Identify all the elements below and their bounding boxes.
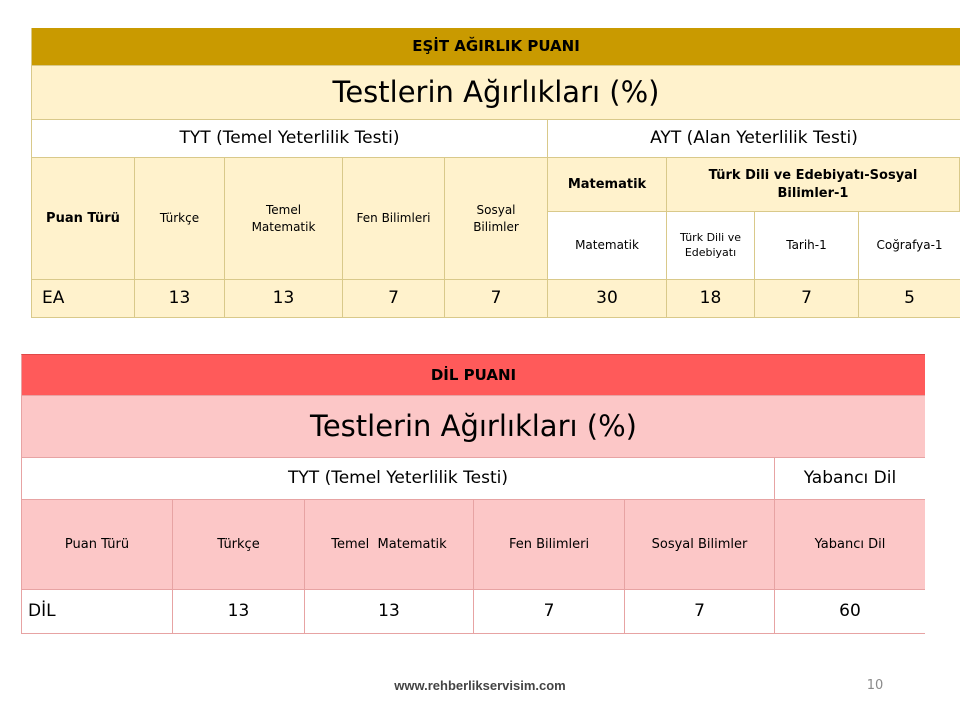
ea-tests-row [31,120,960,158]
ea-header-ayt-matematik: Matematik [548,212,667,280]
dil-row-type: DİL [22,590,173,634]
ea-data-row [31,280,960,318]
ea-header-ayt-tarih: Tarih-1 [755,212,859,280]
dil-row-fen: 7 [474,590,625,634]
page-number: 10 [866,678,884,693]
ea-subtitle-row [31,66,960,120]
dil-header-fen: Fen Bilimleri [474,500,625,590]
ea-header-ayt-matematik-group: Matematik [548,158,667,212]
footer-url: www.rehberlikservisim.com [394,678,566,693]
dil-header-sosyal: Sosyal Bilimler [625,500,775,590]
ea-header-ayt-tde: Türk Dili ve Edebiyatı [667,212,755,280]
ea-row-fen: 7 [343,280,445,318]
dil-header-temel-matematik: Temel Matematik [305,500,474,590]
dil-row-sosyal: 7 [625,590,775,634]
dil-row-temel-matematik: 13 [305,590,474,634]
ea-row-turkce: 13 [135,280,225,318]
dil-row-turkce: 13 [173,590,305,634]
ea-row-type: EA [32,280,135,318]
ea-table-title: EŞİT AĞIRLIK PUANI [32,28,960,66]
ea-title-row [31,28,960,66]
ea-header-ayt-tde-group: Türk Dili ve Edebiyatı-Sosyal Bilimler-1 [667,158,960,212]
ea-row-temel-matematik: 13 [225,280,343,318]
ea-header-sosyal: Sosyal Bilimler [445,158,548,280]
ea-weights-heading: Testlerin Ağırlıkları (%) [32,66,960,120]
ea-row-matematik: 30 [548,280,667,318]
ea-row-tde: 18 [667,280,755,318]
ea-row-tarih: 7 [755,280,859,318]
dil-score-table [21,354,925,634]
ea-header-ayt-cografya: Coğrafya-1 [859,212,960,280]
ea-tyt-label: TYT (Temel Yeterlilik Testi) [32,120,548,158]
dil-data-row [21,590,925,634]
dil-header-turkce: Türkçe [173,500,305,590]
ea-row-sosyal: 7 [445,280,548,318]
dil-header-puan-turu: Puan Türü [22,500,173,590]
ea-score-table [31,28,960,318]
dil-tests-row [21,458,925,500]
ea-header-puan-turu: Puan Türü [32,158,135,280]
dil-row-yabanci: 60 [775,590,925,634]
dil-table-title: DİL PUANI [22,355,925,396]
dil-tyt-label: TYT (Temel Yeterlilik Testi) [22,458,775,500]
ea-header-row [31,158,960,280]
ea-row-cografya: 5 [859,280,960,318]
dil-title-row [21,354,925,396]
dil-yabanci-label: Yabancı Dil [775,458,925,500]
ea-header-ayt-sub [667,212,960,280]
ea-header-fen: Fen Bilimleri [343,158,445,280]
ea-header-turkce: Türkçe [135,158,225,280]
ea-ayt-label: AYT (Alan Yeterlilik Testi) [548,120,960,158]
dil-header-yabanci: Yabancı Dil [775,500,925,590]
dil-subtitle-row [21,396,925,458]
dil-weights-heading: Testlerin Ağırlıkları (%) [22,396,925,458]
ea-header-temel-matematik: Temel Matematik [225,158,343,280]
dil-header-row [21,500,925,590]
